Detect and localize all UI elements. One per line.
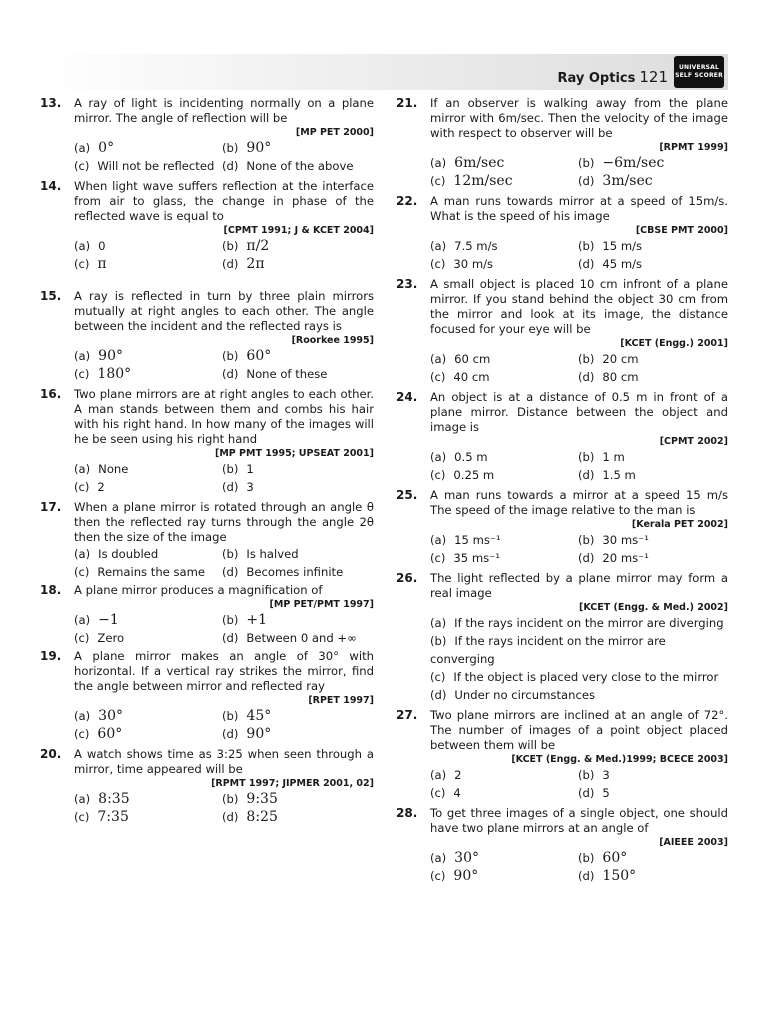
option-a [430, 154, 578, 172]
option-label: (b) [578, 533, 595, 547]
option-value: π [97, 256, 107, 272]
option-value: 1 m [602, 450, 625, 464]
logo-line-2: SELF SCORER [675, 72, 723, 79]
option-b [430, 632, 728, 668]
option-d [222, 725, 374, 743]
option-value: 40 cm [453, 370, 490, 384]
option-label: (c) [430, 174, 446, 188]
option-label: (c) [430, 869, 446, 883]
question-number: 23. [396, 277, 418, 291]
option-b [578, 154, 728, 172]
option-label: (a) [74, 349, 91, 363]
option-d [578, 172, 728, 190]
option-d [578, 368, 728, 386]
logo-line-1: UNIVERSAL [678, 64, 720, 71]
exam-source: [MP PET 2000] [295, 127, 374, 138]
option-value: 15 ms⁻¹ [454, 533, 501, 547]
option-d [430, 686, 728, 704]
option-c [74, 365, 222, 383]
question-text: A small object is placed 10 cm infront of a plane mirror. If you stand behind the object 30 cm from the mirror and look at its image, the distance focused for your eye will be [430, 277, 728, 336]
option-label: (c) [430, 370, 446, 384]
question-17 [40, 500, 374, 581]
option-d [222, 808, 374, 826]
question-number: 14. [40, 179, 62, 193]
option-a [74, 139, 222, 157]
question-text: If an observer is walking away from the plane mirror with 6m/sec. Then the velocity of the image with respect to observer will be [430, 96, 728, 140]
option-label: (d) [578, 370, 595, 384]
left-column [40, 96, 374, 826]
options [396, 154, 728, 190]
option-label: (b) [578, 450, 595, 464]
option-a [430, 448, 578, 466]
option-value: 60° [602, 850, 628, 866]
option-label: (c) [430, 551, 446, 565]
exam-source: [CBSE PMT 2000] [635, 225, 728, 236]
option-c [74, 255, 222, 273]
option-value: 45 m/s [602, 257, 643, 271]
question-number: 22. [396, 194, 418, 208]
option-b [222, 460, 374, 478]
option-b [578, 237, 728, 255]
question-27 [396, 708, 728, 802]
option-label: (a) [430, 616, 447, 630]
option-label: (a) [74, 792, 91, 806]
options [396, 531, 728, 567]
option-b [222, 611, 374, 629]
option-value: 30° [98, 708, 123, 724]
question-text: When a plane mirror is rotated through an angle θ then the reflected ray turns through the angle 2θ then the size of the image [74, 500, 374, 544]
options [40, 707, 374, 743]
option-value: −6m/sec [602, 155, 665, 171]
option-value: 60° [246, 348, 272, 364]
option-a [430, 766, 578, 784]
question-stem [40, 649, 374, 694]
option-label: (b) [578, 239, 595, 253]
option-label: (c) [74, 367, 90, 381]
option-value: Under no circumstances [454, 688, 596, 702]
option-value: 3m/sec [602, 173, 653, 189]
option-label: (d) [222, 480, 239, 494]
option-label: (a) [74, 462, 91, 476]
option-label: (d) [578, 786, 595, 800]
question-number: 24. [396, 390, 418, 404]
question-22 [396, 194, 728, 273]
question-text: Two plane mirrors are inclined at an angle of 72°. The number of images of a point object placed between them will be [430, 708, 728, 752]
option-value: 30 m/s [453, 257, 494, 271]
option-c [74, 157, 222, 175]
option-a [74, 545, 222, 563]
option-d [222, 563, 374, 581]
option-value: 15 m/s [602, 239, 643, 253]
option-b [222, 237, 374, 255]
option-label: (b) [222, 239, 239, 253]
question-text: Two plane mirrors are at right angles to each other. A man stands between them and combs his hair with his right hand. In how many of the images will he be seen using his right hand [74, 387, 374, 446]
option-d [578, 466, 728, 484]
option-label: (c) [74, 631, 90, 645]
option-a [430, 237, 578, 255]
question-stem [40, 583, 374, 598]
option-c [74, 478, 222, 496]
options [396, 350, 728, 386]
question-13 [40, 96, 374, 175]
question-number: 25. [396, 488, 418, 502]
option-value: 30° [454, 850, 479, 866]
question-stem [396, 488, 728, 518]
option-value: 2π [246, 256, 265, 272]
options [396, 849, 728, 885]
exam-source: [Roorkee 1995] [291, 335, 374, 346]
option-a [430, 531, 578, 549]
option-c [430, 549, 578, 567]
question-text: A man runs towards a mirror at a speed 15 m/s The speed of the image relative to the man is [430, 488, 728, 517]
question-number: 21. [396, 96, 418, 110]
option-label: (c) [430, 670, 446, 684]
question-text: When light wave suffers reflection at the interface from air to glass, the change in phase of the reflected wave is equal to [74, 179, 374, 223]
option-value: 90° [246, 726, 272, 742]
question-text: A man runs towards mirror at a speed of 15m/s. What is the speed of his image [430, 194, 728, 223]
question-number: 18. [40, 583, 62, 597]
option-label: (a) [74, 613, 91, 627]
option-d [222, 157, 374, 175]
question-19 [40, 649, 374, 743]
option-value: 80 cm [602, 370, 639, 384]
question-number: 15. [40, 289, 62, 303]
option-label: (a) [430, 533, 447, 547]
option-c [430, 867, 578, 885]
option-label: (a) [74, 141, 91, 155]
question-text: To get three images of a single object, one should have two plane mirrors at an angle of [430, 806, 728, 835]
question-text: A plane mirror produces a magnification of [74, 583, 323, 597]
question-number: 28. [396, 806, 418, 820]
option-label: (a) [74, 239, 91, 253]
question-stem [40, 96, 374, 126]
question-text: A ray is reflected in turn by three plain mirrors mutually at right angles to each other. The angle between the incident and the reflected rays is [74, 289, 374, 333]
exam-source: [MP PMT 1995; UPSEAT 2001] [214, 448, 374, 459]
question-stem [40, 747, 374, 777]
options [40, 460, 374, 496]
option-label: (c) [74, 159, 90, 173]
option-a [430, 849, 578, 867]
option-value: 6m/sec [454, 155, 505, 171]
question-number: 17. [40, 500, 62, 514]
question-25 [396, 488, 728, 567]
option-a [74, 707, 222, 725]
option-b [578, 766, 728, 784]
exam-source: [CPMT 2002] [659, 436, 728, 447]
chapter-title: Ray Optics [557, 71, 636, 86]
option-label: (d) [222, 565, 239, 579]
option-d [578, 255, 728, 273]
options [40, 611, 374, 647]
option-d [222, 629, 374, 647]
option-b [222, 545, 374, 563]
option-label: (d) [578, 468, 595, 482]
question-stem [40, 387, 374, 447]
option-label: (d) [222, 257, 239, 271]
question-stem [396, 390, 728, 435]
option-a [430, 350, 578, 368]
option-value: 90° [453, 868, 479, 884]
option-label: (c) [74, 257, 90, 271]
option-label: (a) [74, 709, 91, 723]
option-label: (a) [430, 239, 447, 253]
question-number: 20. [40, 747, 62, 761]
option-value: Becomes infinite [246, 565, 344, 579]
option-value: 1.5 m [602, 468, 636, 482]
option-d [222, 255, 374, 273]
option-label: (d) [578, 869, 595, 883]
option-value: 90° [246, 140, 272, 156]
option-c [430, 668, 728, 686]
question-18 [40, 583, 374, 647]
option-label: (b) [578, 768, 595, 782]
option-value: 20 ms⁻¹ [602, 551, 649, 565]
question-28 [396, 806, 728, 885]
option-value: Is doubled [98, 547, 159, 561]
option-c [74, 629, 222, 647]
option-value: 7:35 [97, 809, 129, 825]
option-value: +1 [246, 612, 268, 628]
question-14 [40, 179, 374, 273]
option-value: 8:25 [246, 809, 278, 825]
option-label: (d) [222, 727, 239, 741]
option-c [430, 368, 578, 386]
option-value: 1 [246, 462, 254, 476]
exam-source: [KCET (Engg. & Med.) 2002] [579, 602, 728, 613]
options [396, 766, 728, 802]
option-label: (b) [222, 709, 239, 723]
option-value: 60 cm [454, 352, 491, 366]
option-value: 20 cm [602, 352, 639, 366]
option-value: 4 [453, 786, 461, 800]
option-value: 0° [98, 140, 115, 156]
option-value: 12m/sec [453, 173, 513, 189]
options [396, 448, 728, 484]
option-label: (a) [430, 352, 447, 366]
option-value: 7.5 m/s [454, 239, 498, 253]
option-d [222, 478, 374, 496]
option-a [74, 611, 222, 629]
question-text: An object is at a distance of 0.5 m in front of a plane mirror. Distance between the object and image is [430, 390, 728, 434]
question-stem [396, 806, 728, 836]
publisher-logo [674, 56, 724, 88]
question-stem [396, 708, 728, 753]
options [396, 614, 728, 704]
option-value: None [98, 462, 129, 476]
option-value: −1 [98, 612, 119, 628]
option-value: 5 [602, 786, 610, 800]
options [40, 139, 374, 175]
question-16 [40, 387, 374, 496]
question-stem [40, 179, 374, 224]
option-label: (c) [74, 480, 90, 494]
exam-source: [KCET (Engg.) 2001] [620, 338, 728, 349]
question-stem [396, 96, 728, 141]
options [40, 790, 374, 826]
option-label: (b) [430, 634, 447, 648]
option-label: (d) [222, 631, 239, 645]
option-label: (b) [222, 349, 239, 363]
question-text: A ray of light is incidenting normally on a plane mirror. The angle of reflection will be [74, 96, 374, 125]
option-value: 0.5 m [454, 450, 488, 464]
option-value: None of these [246, 367, 328, 381]
exam-source: [RPMT 1997; JIPMER 2001, 02] [211, 778, 374, 789]
option-value: 150° [602, 868, 637, 884]
option-label: (c) [74, 565, 90, 579]
option-label: (c) [430, 468, 446, 482]
option-label: (a) [74, 547, 91, 561]
option-label: (d) [222, 810, 239, 824]
option-label: (d) [222, 159, 239, 173]
option-value: 45° [246, 708, 272, 724]
option-value: 3 [246, 480, 254, 494]
option-b [578, 849, 728, 867]
exam-source: [CPMT 1991; J & KCET 2004] [223, 225, 374, 236]
question-number: 19. [40, 649, 62, 663]
options [40, 237, 374, 273]
option-a [430, 614, 728, 632]
option-value: Zero [97, 631, 125, 645]
option-label: (a) [430, 851, 447, 865]
option-value: 0.25 m [453, 468, 495, 482]
option-label: (c) [74, 727, 90, 741]
option-b [222, 139, 374, 157]
option-value: 30 ms⁻¹ [602, 533, 649, 547]
option-b [222, 707, 374, 725]
question-21 [396, 96, 728, 190]
option-value: If the object is placed very close to the mirror [453, 670, 719, 684]
exam-source: [MP PET/PMT 1997] [269, 599, 374, 610]
option-value: None of the above [246, 159, 354, 173]
option-label: (c) [430, 257, 446, 271]
option-value: If the rays incident on the mirror are converging [430, 634, 666, 666]
options [396, 237, 728, 273]
right-column [396, 96, 728, 885]
question-20 [40, 747, 374, 826]
option-label: (d) [222, 367, 239, 381]
exam-source: [AIEEE 2003] [659, 837, 728, 848]
page-number: 121 [639, 68, 668, 86]
option-b [222, 790, 374, 808]
exam-source: [RPET 1997] [308, 695, 374, 706]
option-label: (b) [578, 352, 595, 366]
option-value: 0 [98, 239, 106, 253]
question-number: 26. [396, 571, 418, 585]
option-label: (d) [578, 551, 595, 565]
option-d [578, 549, 728, 567]
option-b [578, 531, 728, 549]
option-d [578, 784, 728, 802]
option-label: (c) [74, 810, 90, 824]
question-stem [396, 194, 728, 224]
option-b [222, 347, 374, 365]
option-value: Remains the same [97, 565, 206, 579]
exam-source: [Kerala PET 2002] [631, 519, 728, 530]
question-number: 13. [40, 96, 62, 110]
question-26 [396, 571, 728, 704]
option-value: 60° [97, 726, 123, 742]
option-value: 35 ms⁻¹ [453, 551, 500, 565]
option-b [578, 350, 728, 368]
question-stem [396, 277, 728, 337]
option-label: (b) [222, 547, 239, 561]
option-label: (b) [578, 851, 595, 865]
option-label: (b) [222, 613, 239, 627]
option-c [74, 808, 222, 826]
question-23 [396, 277, 728, 386]
option-c [430, 466, 578, 484]
option-a [74, 347, 222, 365]
options [40, 347, 374, 383]
option-b [578, 448, 728, 466]
option-label: (d) [578, 257, 595, 271]
option-label: (b) [222, 792, 239, 806]
option-d [222, 365, 374, 383]
option-c [430, 784, 578, 802]
option-value: If the rays incident on the mirror are diverging [454, 616, 724, 630]
question-stem [40, 500, 374, 545]
options [40, 545, 374, 581]
option-value: 9:35 [246, 791, 278, 807]
option-d [578, 867, 728, 885]
question-text: A watch shows time as 3:25 when seen through a mirror, time appeared will be [74, 747, 374, 776]
exam-source: [KCET (Engg. & Med.)1999; BCECE 2003] [511, 754, 728, 765]
page-header [558, 68, 669, 86]
option-label: (b) [222, 462, 239, 476]
option-value: π/2 [246, 238, 270, 254]
option-label: (a) [430, 156, 447, 170]
option-label: (b) [578, 156, 595, 170]
option-label: (b) [222, 141, 239, 155]
option-c [74, 563, 222, 581]
question-stem [40, 289, 374, 334]
option-value: 2 [454, 768, 462, 782]
option-c [74, 725, 222, 743]
option-value: Is halved [246, 547, 299, 561]
question-number: 16. [40, 387, 62, 401]
question-number: 27. [396, 708, 418, 722]
question-15 [40, 289, 374, 383]
option-a [74, 790, 222, 808]
option-c [430, 172, 578, 190]
exam-source: [RPMT 1999] [659, 142, 728, 153]
option-value: Between 0 and +∞ [246, 631, 357, 645]
option-value: 90° [98, 348, 123, 364]
option-value: Will not be reflected [97, 159, 215, 173]
option-value: 8:35 [98, 791, 130, 807]
option-label: (a) [430, 768, 447, 782]
option-label: (a) [430, 450, 447, 464]
option-value: 180° [97, 366, 132, 382]
option-value: 3 [602, 768, 610, 782]
question-text: The light reflected by a plane mirror may form a real image [430, 571, 728, 600]
option-value: 2 [97, 480, 105, 494]
option-label: (d) [430, 688, 447, 702]
question-24 [396, 390, 728, 484]
option-c [430, 255, 578, 273]
option-a [74, 237, 222, 255]
option-a [74, 460, 222, 478]
question-stem [396, 571, 728, 601]
question-text: A plane mirror makes an angle of 30° with horizontal. If a vertical ray strikes the mirror, find the angle between mirror and reflected ray [74, 649, 374, 693]
option-label: (d) [578, 174, 595, 188]
option-label: (c) [430, 786, 446, 800]
